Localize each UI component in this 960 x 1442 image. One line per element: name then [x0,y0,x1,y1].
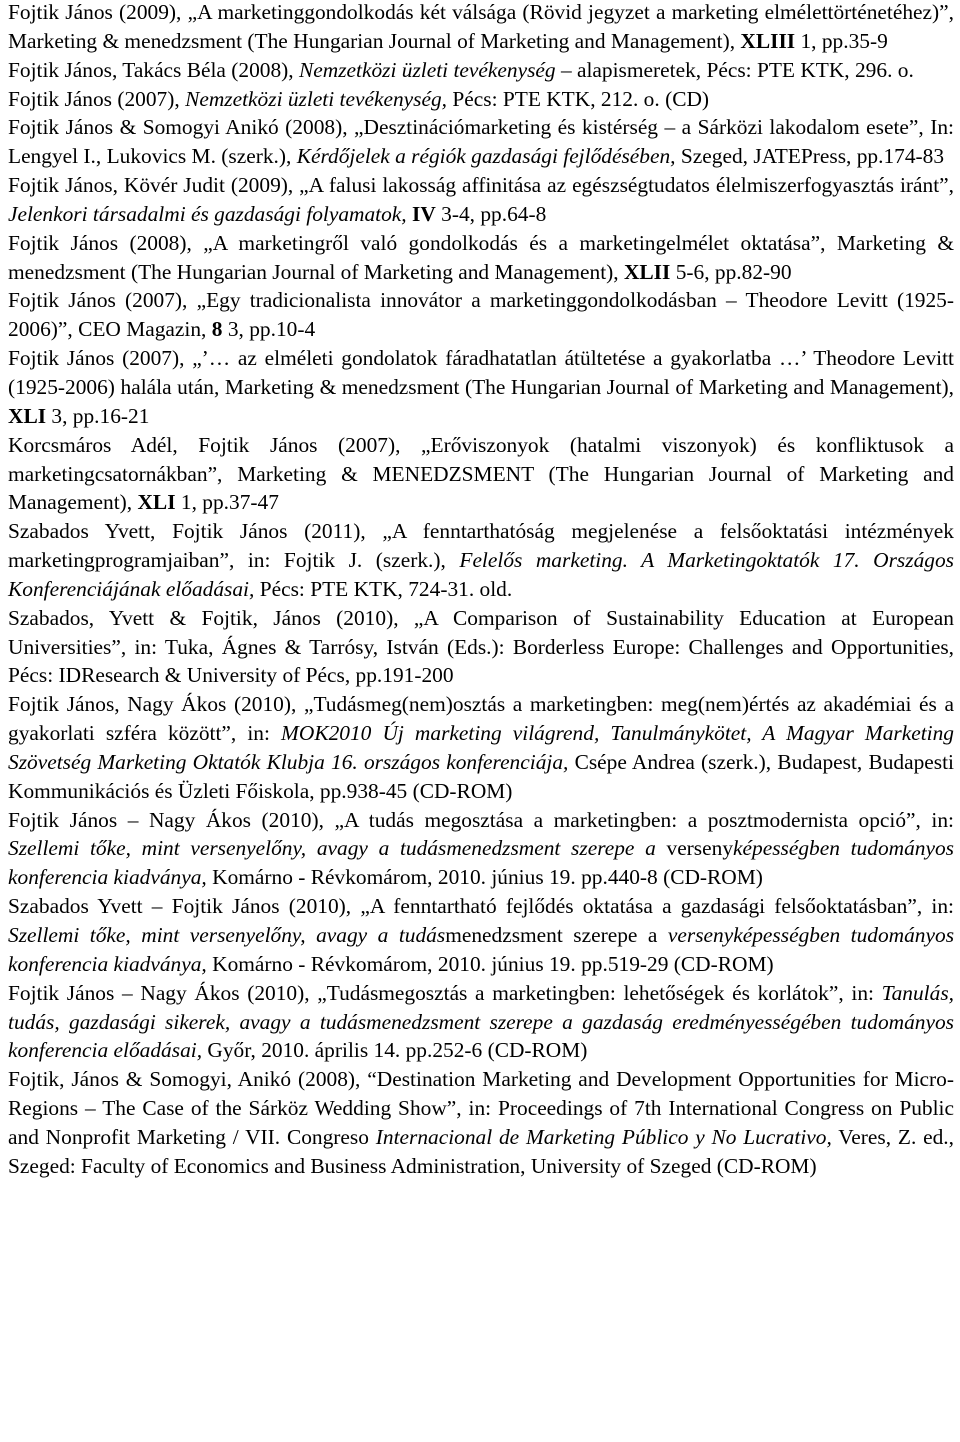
entry-italic-text: Jelenkori társadalmi és gazdasági folyamatok, [8,201,407,226]
entry-bold-text: 8 [211,317,223,342]
entry-text: Szeged, JATEPress, pp.174-83 [675,144,945,169]
entry-italic-text: képességben tudományos konferencia kiadványa, [8,836,954,890]
entry-text: Szabados, Yvett & Fojtik, János (2010), „A Comparison of Sustainability Education at European Universities”, in: Tuka, Ágnes & Tarrósy, István (Eds.): Borderless Europe: Challenges and Opportunities, Pécs: IDResearch & University of Pécs, pp.191-200 [8,605,954,688]
bibliography-entry [8,171,954,229]
bibliography-entry [8,286,954,344]
bibliography-entry [8,344,954,431]
entry-text: 3, pp.16-21 [46,403,150,428]
entry-text: Komárno - Révkomárom, 2010. június 19. pp.519-29 (CD-ROM) [206,951,774,976]
entry-bold-text: IV [412,201,436,226]
bibliography-list [8,0,954,1181]
entry-italic-text: Felelős marketing. A Marketingoktatók 17. Országos Konferenciájának előadásai, [8,548,954,601]
entry-text: menedzsment szerepe a [445,923,668,947]
entry-text: Fojtik János (2009), „A marketinggondolkodás két válsága (Rövid jegyzet a marketing elmélettörténetéhez)”, Marketing & menedzsment (The Hungarian Journal of Marketing and Management), [8,0,954,53]
bibliography-entry [8,431,954,518]
bibliography-entry [8,56,954,85]
entry-text: 3, pp.10-4 [222,317,316,342]
entry-text: Veres, Z. ed., Szeged: Faculty of Economics and Business Administration, University of Szeged (CD-ROM) [8,1124,954,1178]
entry-italic-text: MOK2010 Új marketing világrend, Tanulmánykötet, A Magyar Marketing Szövetség Marketing Oktatók Klubja 16. országos konferenciája, [8,721,954,774]
entry-text: Csépe Andrea (szerk.), Budapest, Budapesti Kommunikációs és Üzleti Főiskola, pp.938-45 (CD-ROM) [8,749,955,803]
entry-italic-text: Szellemi tőke, mint versenyelőny, avagy a tudás [8,923,446,947]
bibliography-entry [8,0,954,56]
entry-text: Fojtik János, Kövér Judit (2009), „A falusi lakosság affinitása az egészségtudatos élelmiszerfogyasztás iránt”, [8,173,954,198]
entry-text: Szabados Yvett, Fojtik János (2011), „A fenntarthatóság megjelenése a felsőoktatási intézmények marketingprogramjaiban”, in: Fojtik J. (szerk.), [8,519,954,573]
entry-text: Fojtik János (2007), „Egy tradicionalista innovátor a marketinggondolkodásban – Theodore Levitt (1925-2006)”, CEO Magazin, [8,288,954,342]
entry-text: Fojtik, János & Somogyi, Anikó (2008), “Destination Marketing and Development Opportunities for Micro-Regions – The Case of the Sárköz Wedding Show”, in: Proceedings of 7th International Congress on Public and Nonprofit Marketing / VII. Congreso [8,1067,954,1149]
entry-italic-text: Kérdőjelek a régiók gazdasági fejlődésében, [296,144,676,169]
entry-text: Pécs: PTE KTK, 212. o. (CD) [447,86,710,111]
entry-italic-text: versenyképességben tudományos konferencia kiadványa, [8,923,955,976]
entry-text: Fojtik János (2008), „A marketingről való gondolkodás és a marketingelmélet oktatása”, Marketing & menedzsment (The Hungarian Journal of Marketing and Management), [8,230,954,284]
bibliography-entry [8,604,954,691]
entry-italic-text: Nemzetközi üzleti tevékenység [299,57,556,82]
bibliography-entry [8,85,954,114]
bibliography-entry [8,113,954,171]
entry-text: Fojtik János (2007), „’… az elméleti gondolatok fáradhatatlan átültetése a gyakorlatba …’ Theodore Levitt (1925-2006) halála után, Marketing & menedzsment (The Hungarian Journal of Marketing and Management), [8,346,954,399]
entry-text: Fojtik János & Somogyi Anikó (2008), „Desztinációmarketing és kistérség – a Sárközi lakodalom esete”, In: Lengyel I., Lukovics M. (szerk.), [8,115,954,169]
entry-text: Fojtik János, Takács Béla (2008), [8,57,299,82]
entry-text: 1, pp.35-9 [795,28,888,53]
entry-text: Pécs: PTE KTK, 724-31. old. [254,576,513,601]
entry-text: 5-6, pp.82-90 [670,259,792,284]
entry-bold-text: XLII [623,259,671,284]
bibliography-entry [8,1065,954,1180]
entry-bold-text: XLI [8,403,47,428]
entry-bold-text: XLIII [740,28,796,53]
bibliography-entry [8,979,954,1066]
entry-text: Fojtik János – Nagy Ákos (2010), „A tudás megosztása a marketingben: a posztmodernista opció”, in: [8,807,954,832]
entry-italic-text: Tanulás, tudás, gazdasági sikerek, avagy a tudásmenedzsment szerepe a gazdaság eredményességében tudományos konferencia előadásai, [8,980,954,1063]
entry-text: Fojtik János (2007), [8,86,186,111]
entry-italic-text: Szellemi tőke, mint versenyelőny, avagy a tudásmenedzsment szerepe a [8,836,656,861]
bibliography-entry [8,892,954,979]
entry-text: Fojtik János, Nagy Ákos (2010), „Tudásmeg(nem)osztás a marketingben: meg(nem)értés az akadémiai és a gyakorlati szféra között”, in: [8,692,954,746]
entry-italic-text: Internacional de Marketing Público y No Lucrativo, [375,1124,832,1149]
bibliography-entry [8,690,954,805]
entry-text: verseny [655,836,734,861]
bibliography-entry [8,517,954,604]
entry-text: Komárno - Révkomárom, 2010. június 19. pp.440-8 (CD-ROM) [206,865,763,890]
entry-text: 3-4, pp.64-8 [435,201,547,226]
bibliography-entry [8,806,954,893]
entry-text: – alapismeretek, Pécs: PTE KTK, 296. o. [555,57,914,82]
entry-text: Győr, 2010. április 14. pp.252-6 (CD-ROM) [202,1038,588,1063]
entry-text: Korcsmáros Adél, Fojtik János (2007), „Erőviszonyok (hatalmi viszonyok) és konfliktusok a marketingcsatornákban”, Marketing & MENEDZSMENT (The Hungarian Journal of Marketing and Management), [8,432,954,515]
entry-italic-text: Nemzetközi üzleti tevékenység, [185,86,448,111]
bibliography-entry [8,229,954,287]
entry-text: Szabados Yvett – Fojtik János (2010), „A fenntartható fejlődés oktatása a gazdasági felsőoktatásban”, in: [8,894,954,919]
entry-text: Fojtik János – Nagy Ákos (2010), „Tudásmegosztás a marketingben: lehetőségek és korlátok”, in: [8,980,882,1005]
entry-text: 1, pp.37-47 [175,490,279,515]
entry-bold-text: XLI [137,490,176,515]
